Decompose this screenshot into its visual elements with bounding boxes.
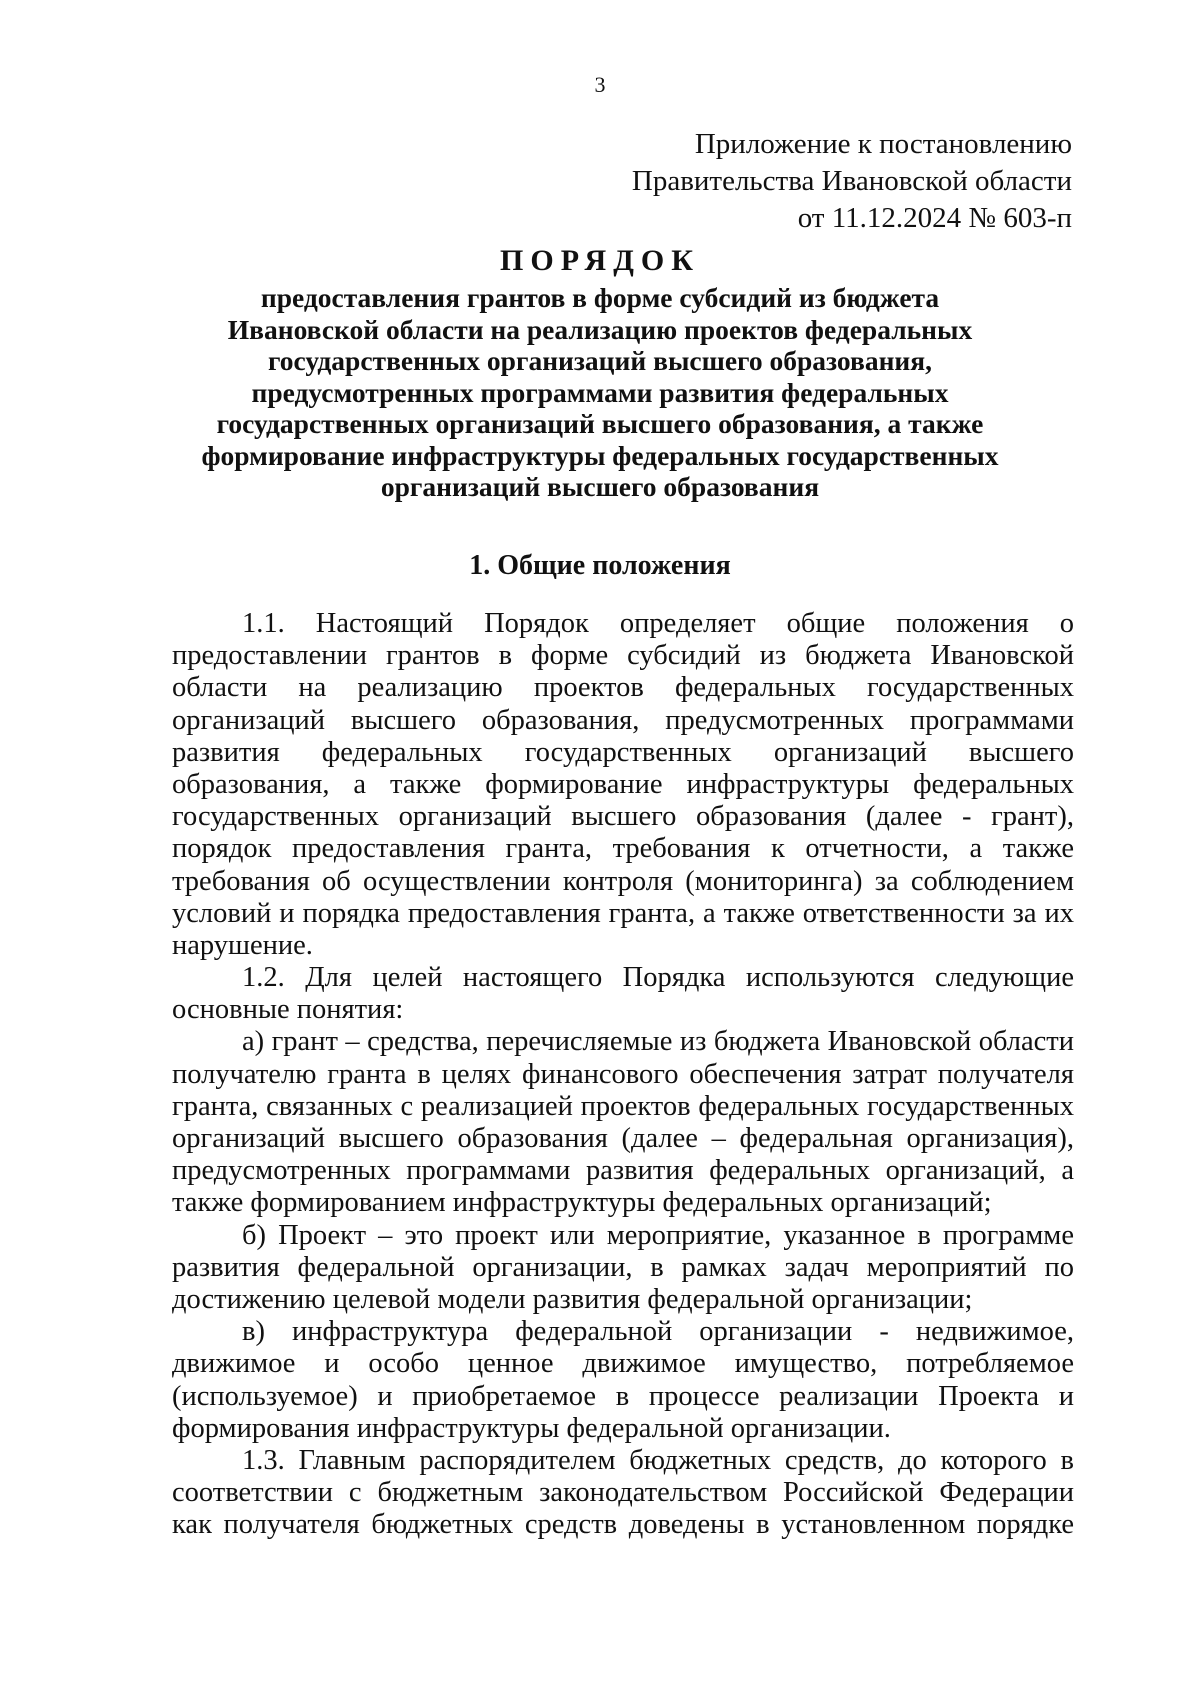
subtitle-line: предусмотренных программами развития федеральных	[251, 376, 949, 408]
page-number: 3	[594, 72, 606, 97]
text-line: формирования инфраструктуры федеральной организации.	[172, 1412, 891, 1444]
text-line: организаций высшего образования, предусмотренных программами	[172, 704, 1074, 736]
text-line: 1.3. Главным распорядителем бюджетных средств, до которого в	[242, 1444, 1074, 1476]
subtitle-line: Ивановской области на реализацию проектов федеральных	[227, 313, 973, 345]
subtitle-line: государственных организаций высшего образования, а также	[216, 408, 984, 439]
document-subtitle	[150, 282, 1050, 503]
text-line: б) Проект – это проект или мероприятие, указанное в программе	[242, 1219, 1074, 1251]
text-line: основные понятия:	[172, 994, 404, 1026]
text-line: организаций высшего образования (далее – федеральная организация),	[172, 1123, 1074, 1154]
text-line: условий и порядка предоставления гранта, а также ответственности за их	[172, 897, 1074, 929]
subtitle-line: организаций высшего образования	[380, 471, 820, 502]
text-line: достижению целевой модели развития федеральной организации;	[172, 1283, 973, 1315]
text-line: предусмотренных программами развития федеральных организаций, а	[172, 1155, 1074, 1187]
appendix-line: от 11.12.2024 № 603-п	[797, 202, 1072, 234]
text-line: предоставлении грантов в форме субсидий из бюджета Ивановской	[172, 640, 1074, 672]
appendix-line: Правительства Ивановской области	[631, 165, 1072, 197]
text-line: области на реализацию проектов федеральных государственных	[172, 672, 1074, 704]
text-line: нарушение.	[172, 929, 313, 961]
text-line: развития федеральной организации, в рамках задач мероприятий по	[172, 1251, 1074, 1283]
text-line: требования об осуществлении контроля (мониторинга) за соблюдением	[172, 865, 1074, 897]
text-line: в) инфраструктура федеральной организации - недвижимое,	[242, 1316, 1074, 1348]
text-line: развития федеральных государственных организаций высшего	[172, 736, 1074, 768]
text-line: гранта, связанных с реализацией проектов федеральных государственных	[172, 1090, 1074, 1122]
text-line: а) грант – средства, перечисляемые из бюджета Ивановской области	[242, 1026, 1074, 1058]
text-line: (используемое) и приобретаемое в процессе реализации Проекта и	[172, 1380, 1074, 1412]
subtitle-line: формирование инфраструктуры федеральных государственных	[201, 439, 999, 471]
section-heading: 1. Общие положения	[469, 550, 731, 581]
subtitle-line: государственных организаций высшего образования,	[267, 345, 933, 376]
appendix-line: Приложение к постановлению	[694, 128, 1072, 160]
text-line: 1.1. Настоящий Порядок определяет общие положения о	[242, 608, 1074, 639]
text-line: соответствии с бюджетным законодательством Российской Федерации	[172, 1477, 1074, 1509]
text-line: государственных организаций высшего образования (далее - грант),	[172, 801, 1074, 833]
text-line: также формированием инфраструктуры федеральных организаций;	[172, 1187, 992, 1219]
text-line: порядок предоставления гранта, требования к отчетности, а также	[172, 833, 1074, 865]
text-line: образования, а также формирование инфраструктуры федеральных	[172, 768, 1074, 800]
appendix-note	[472, 126, 1072, 237]
text-line: как получателя бюджетных средств доведены в установленном порядке	[172, 1509, 1074, 1541]
body-text	[172, 608, 1074, 1541]
subtitle-line: предоставления грантов в форме субсидий из бюджета	[260, 282, 940, 313]
text-line: 1.2. Для целей настоящего Порядка используются следующие	[242, 962, 1074, 994]
text-line: движимое и особо ценное движимое имущество, потребляемое	[172, 1348, 1074, 1380]
text-line: получателю гранта в целях финансового обеспечения затрат получателя	[172, 1058, 1074, 1090]
document-title: ПОРЯДОК	[500, 244, 700, 277]
